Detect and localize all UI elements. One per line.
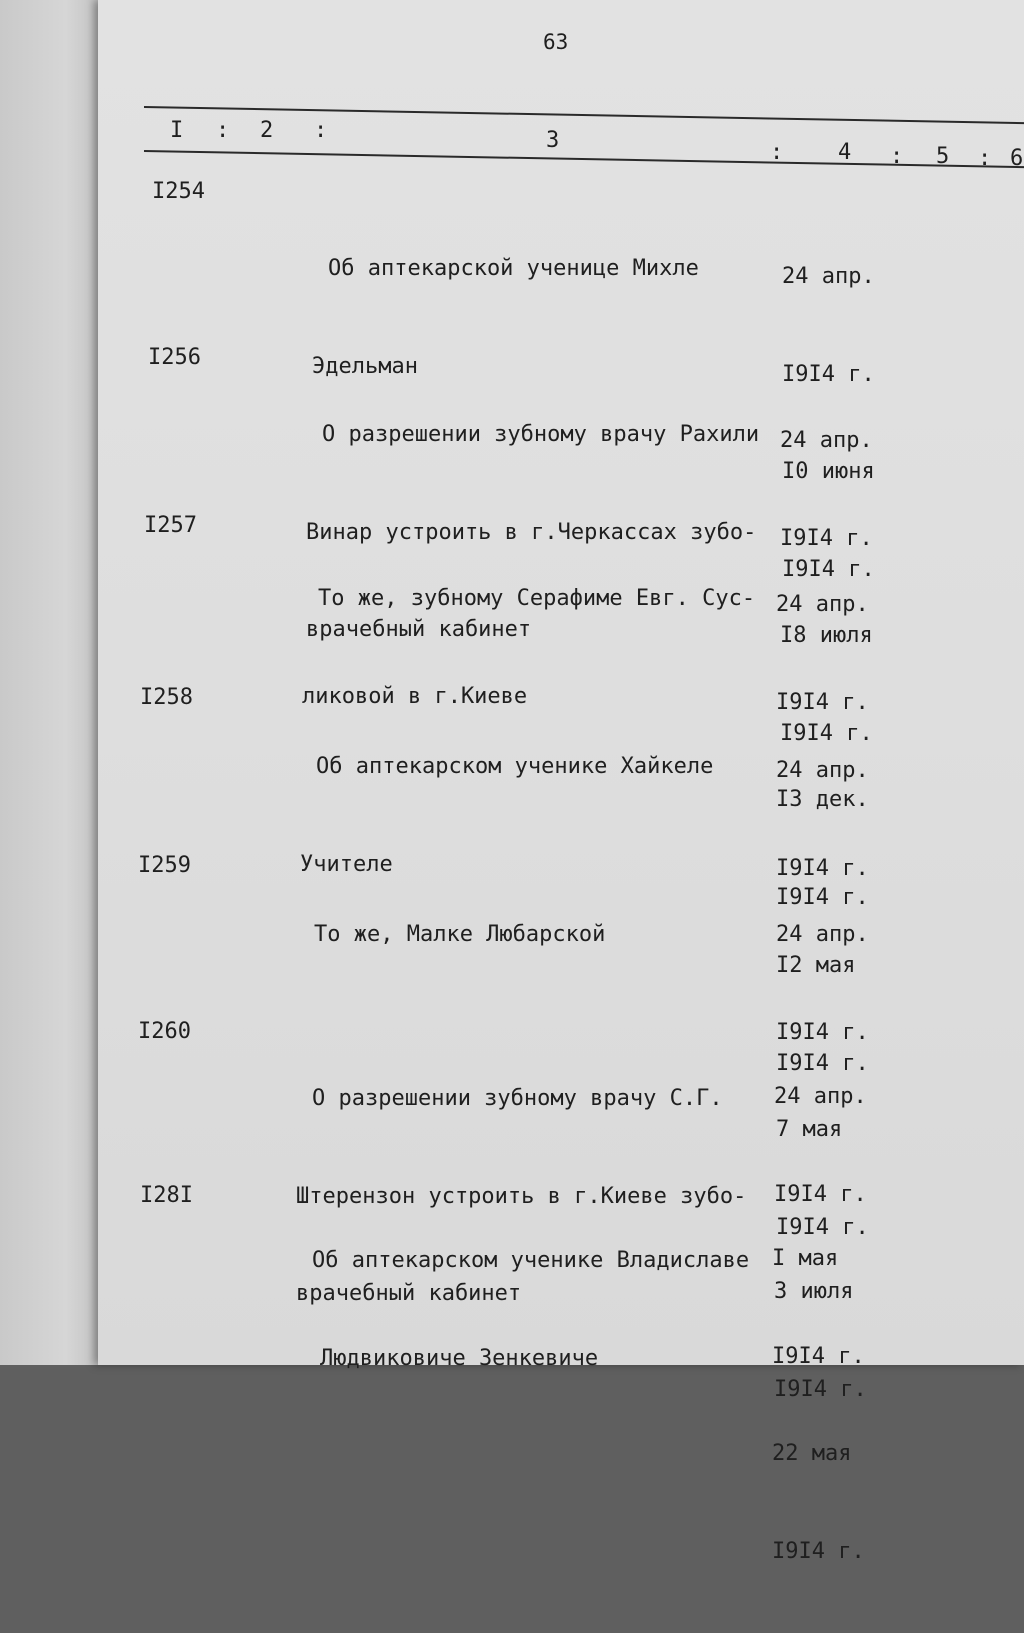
column-header-5: 5 [936,144,950,169]
entry-description: Об аптекарском ученике Владиславе Людвиковиче Зенкевиче [312,1248,750,1371]
header-rule-top [144,106,1024,124]
entry-description: Об аптекарской ученице Михле Эдельман [312,256,699,379]
entry-description: О разрешении зубному врачу Рахили Винар устроить в г.Черкассах зубо- врачебный кабинет [306,422,760,642]
column-separator: : [216,118,230,143]
entry-number: I256 [148,345,201,370]
entry-number: I259 [138,853,191,878]
entry-description: То же, Малке Любарской [314,922,606,947]
column-separator: : [770,140,784,165]
entry-dates: 24 апр. I9I4 г. 7 мая I9I4 г. [776,922,869,1240]
column-header-6: 6 [1010,146,1024,171]
entry-dates: 24 апр. I9I4 г. I8 июля I9I4 г. [780,428,873,746]
entry-dates: I мая I9I4 г. 22 мая I9I4 г. [772,1246,865,1564]
column-header-4: 4 [838,140,852,165]
document-page [98,0,1024,1564]
entry-dates: 24 апр. I9I4 г. I3 дек. I9I4 г. [776,592,869,910]
page-number: 63 [543,30,569,54]
entry-dates: 24 апр. I9I4 г. 3 июля I9I4 г. [774,1084,867,1402]
column-header-1: I [170,118,184,143]
column-separator: : [890,144,904,169]
previous-page-edge [0,0,110,1365]
entry-description: О разрешении зубному врачу С.Г. Штерензон устроить в г.Киеве зубо- врачебный кабинет [296,1086,747,1306]
column-separator: : [978,146,992,171]
entry-dates: 24 апр. I9I4 г. I0 июня I9I4 г. [782,264,875,582]
entry-number: I258 [140,685,193,710]
entry-number: I257 [144,513,197,538]
entry-number: I260 [138,1019,191,1044]
entry-number: I254 [152,179,205,204]
entry-description: То же, зубному Серафиме Евг. Сус- ликовой в г.Киеве [302,586,756,709]
column-header-3: 3 [546,128,560,153]
column-header-2: 2 [260,118,274,143]
entry-description: Об аптекарском ученике Хайкеле Учителе [300,754,714,877]
entry-dates: 24 апр. I9I4 г. I2 мая I9I4 г. [776,758,869,1076]
entry-number: I28I [140,1183,193,1208]
column-separator: : [314,118,328,143]
